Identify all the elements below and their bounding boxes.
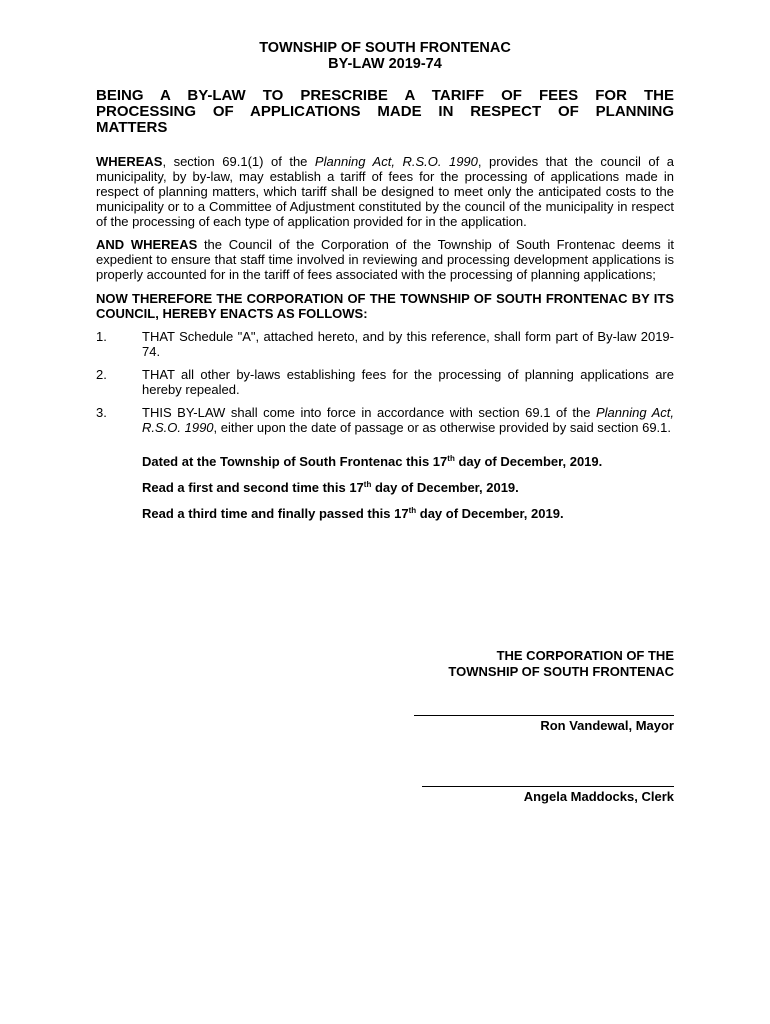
bylaw-number: BY-LAW 2019-74 <box>328 56 442 72</box>
ordinal-suffix: th <box>447 454 455 463</box>
third-reading <box>142 506 674 522</box>
bylaw-title <box>96 88 674 136</box>
document-header <box>96 40 674 72</box>
whereas-lead: WHEREAS <box>96 154 163 169</box>
clause-item <box>96 329 674 359</box>
clause-text-part-a: THIS BY-LAW shall come into force in accordance with section 69.1 of the <box>142 405 596 420</box>
clause-number: 2. <box>96 367 107 382</box>
clause-text-part-b: , either upon the date of passage or as otherwise provided by said section 69.1. <box>213 420 672 435</box>
title-line-2: PROCESSING OF APPLICATIONS MADE IN RESPECT OF PLANNING <box>96 103 674 120</box>
and-whereas-text: the Council of the Corporation of the Township of South Frontenac deems it expedient to ensure that staff time involved in reviewing and processing development applications is properly accounted for in the tariff of fees associated with the processing of planning applications; <box>96 237 674 282</box>
clerk-name: Angela Maddocks, Clerk <box>523 789 674 804</box>
dated-line <box>142 454 674 470</box>
first-second-reading <box>142 480 674 496</box>
clerk-signature-line <box>422 786 674 787</box>
dated-block <box>142 454 674 522</box>
clause-number: 1. <box>96 329 107 344</box>
reading-text-end: day of December, 2019. <box>416 506 564 521</box>
dated-text: Dated at the Township of South Frontenac this 17 <box>142 454 448 469</box>
corporation-line-1: THE CORPORATION OF THE <box>496 648 674 663</box>
ordinal-suffix: th <box>363 480 372 489</box>
mayor-signature-line <box>414 715 674 716</box>
mayor-name: Ron Vandewal, Mayor <box>540 718 674 733</box>
township-name: TOWNSHIP OF SOUTH FRONTENAC <box>259 40 511 56</box>
dated-text-end: day of December, 2019. <box>454 454 603 469</box>
whereas-text-2: , provides that the council of a municipality, by by-law, may establish a tariff of fees for the processing of applications made in respect of planning matters, which tariff shall be designed to meet only the anticipated costs to the municipality or to a Committee of Adjustment constituted by the council of the municipality in respect of the processing of each type of application provided for in the application. <box>96 154 674 229</box>
clause-item <box>96 405 674 435</box>
title-line-1: BEING A BY-LAW TO PRESCRIBE A TARIFF OF FEES FOR THE <box>96 87 674 104</box>
whereas-paragraph <box>96 154 674 229</box>
enacting-clause: NOW THEREFORE THE CORPORATION OF THE TOWNSHIP OF SOUTH FRONTENAC BY ITS COUNCIL, HEREBY ENACTS AS FOLLOWS: <box>96 291 674 321</box>
clause-text: THAT all other by-laws establishing fees for the processing of planning applications are hereby repealed. <box>142 367 674 397</box>
reading-text: Read a third time and finally passed this 17 <box>142 506 409 521</box>
clause-act-reference: Planning Act, R.S.O. 1990 <box>142 405 674 435</box>
reading-text: Read a first and second time this 17 <box>142 480 364 495</box>
corporation-block <box>448 648 674 680</box>
corporation-line-2: TOWNSHIP OF SOUTH FRONTENAC <box>448 664 674 679</box>
clause-list <box>96 329 674 435</box>
and-whereas-lead: AND WHEREAS <box>96 237 198 252</box>
clause-item <box>96 367 674 397</box>
whereas-act-reference: Planning Act, R.S.O. 1990 <box>314 154 478 169</box>
clause-text <box>142 405 674 435</box>
ordinal-suffix: th <box>408 506 417 515</box>
reading-text-end: day of December, 2019. <box>371 480 519 495</box>
clause-number: 3. <box>96 405 107 420</box>
clause-text: THAT Schedule "A", attached hereto, and by this reference, shall form part of By-law 2019-74. <box>142 329 674 359</box>
title-line-3: MATTERS <box>96 119 168 136</box>
and-whereas-paragraph <box>96 237 674 282</box>
whereas-text-1: , section 69.1(1) of the <box>162 154 315 169</box>
document-body <box>96 40 674 522</box>
